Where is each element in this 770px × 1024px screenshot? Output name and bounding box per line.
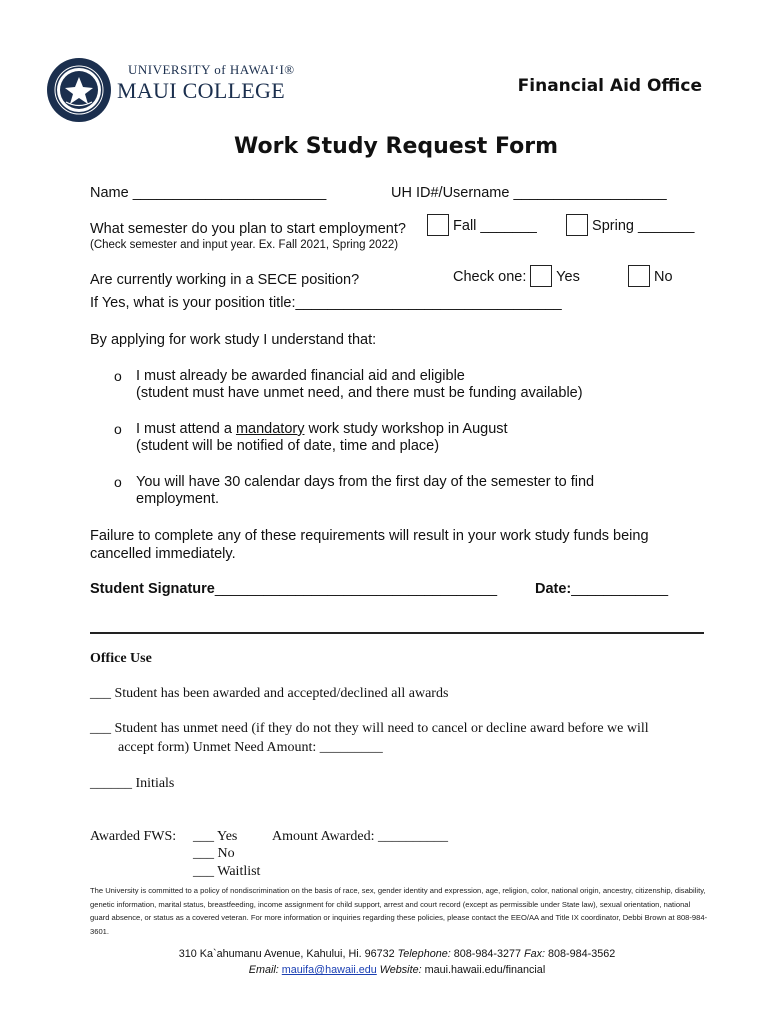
footer-line-1: [90, 946, 704, 962]
fall-checkbox[interactable]: [427, 214, 449, 236]
office-item-unmet-amount: accept form) Unmet Need Amount: _________: [118, 740, 383, 755]
office-item-unmet-need: ___ Student has unmet need (if they do not they will need to cancel or decline award before we will: [90, 721, 649, 736]
footer-website: maui.hawaii.edu/financial: [424, 964, 546, 976]
semester-hint: (Check semester and input year. Ex. Fall 2021, Spring 2022): [90, 239, 399, 251]
bullet-2-text-a: I must attend a: [136, 421, 236, 437]
spring-option: [566, 214, 694, 236]
office-item-awarded: ___ Student has been awarded and accepted/declined all awards: [90, 686, 449, 701]
office-name: Financial Aid Office: [517, 76, 702, 96]
footer-address: 310 Ka`ahumanu Avenue, Kahului, Hi. 96732: [178, 948, 395, 960]
footer-email-link[interactable]: mauifa@hawaii.edu: [281, 964, 377, 976]
bullet-2-text-b: work study workshop in August: [304, 421, 508, 437]
university-seal-icon: [46, 57, 112, 123]
footer-fax: 808-984-3562: [547, 948, 616, 960]
signature-row: [90, 581, 497, 597]
yes-label: Yes: [556, 269, 580, 285]
bullet-1-line-2: (student must have unmet need, and there must be funding available): [136, 385, 583, 401]
form-title: Work Study Request Form: [234, 134, 558, 159]
footer-fax-label: Fax:: [523, 948, 545, 960]
footer-telephone-label: Telephone:: [397, 948, 451, 960]
name-label: Name: [90, 185, 129, 201]
fall-label: Fall _______: [453, 218, 537, 234]
date-label: Date:: [535, 581, 572, 597]
check-one-label: Check one:: [453, 269, 527, 285]
sece-question: Are currently working in a SECE position?: [90, 272, 360, 288]
uhid-field[interactable]: ___________________: [513, 185, 667, 201]
nondiscrimination-notice: The University is committed to a policy of nondiscrimination on the basis of race, sex, gender identity and expression, age, religion, color, national origin, ancestry, citizenship, disability, genetic information, marital status, breastfeeding, income assignment for child support, arrest and court record (except as permissible under State law), sexual orientation, national guard absence, or status as a covered veteran. For more information or inquiries regarding these policies, please contact the EEO/AA and Title IX coordinator, Debbi Brown at 808-984-3601.: [90, 886, 708, 936]
bullet-2-line-1: [136, 421, 508, 437]
bullet-marker: o: [114, 474, 122, 490]
office-use-heading: Office Use: [90, 651, 152, 666]
no-label: No: [654, 269, 673, 285]
university-name: UNIVERSITY of HAWAI‘I®: [128, 62, 295, 77]
fall-option: [427, 214, 537, 236]
footer-website-label: Website:: [379, 964, 422, 976]
amount-awarded: Amount Awarded: __________: [272, 829, 449, 844]
signature-field[interactable]: ___________________________________: [214, 581, 498, 597]
no-option: [628, 265, 673, 287]
office-initials: ______ Initials: [90, 776, 175, 791]
yes-checkbox[interactable]: [530, 265, 552, 287]
bullet-1-line-1: I must already be awarded financial aid and eligible: [136, 368, 465, 384]
spring-checkbox[interactable]: [566, 214, 588, 236]
position-row: [90, 295, 562, 311]
uhid-row: [391, 185, 667, 201]
failure-line-2: cancelled immediately.: [90, 546, 236, 562]
no-checkbox[interactable]: [628, 265, 650, 287]
uhid-label: UH ID#/Username: [391, 185, 510, 201]
awarded-yes: ___ Yes: [193, 829, 238, 844]
position-field[interactable]: _________________________________: [295, 295, 562, 311]
date-row: [535, 581, 668, 597]
footer-telephone: 808-984-3277: [453, 948, 521, 960]
awarded-no: ___ No: [193, 846, 235, 861]
footer-email-label: Email:: [248, 964, 279, 976]
name-field[interactable]: ________________________: [132, 185, 327, 201]
bullet-2-line-2: (student will be notified of date, time and place): [136, 438, 440, 454]
college-name: MAUI COLLEGE: [117, 78, 285, 103]
name-row: [90, 185, 326, 201]
bullet-marker: o: [114, 368, 122, 384]
semester-question: What semester do you plan to start employment?: [90, 221, 406, 237]
bullet-2-underlined: mandatory: [235, 421, 305, 437]
section-divider: [90, 632, 704, 634]
spring-label: Spring _______: [592, 218, 695, 234]
bullet-marker: o: [114, 421, 122, 437]
bullet-3-line-2: employment.: [136, 491, 220, 507]
awarded-fws-label: Awarded FWS:: [90, 829, 177, 844]
failure-line-1: Failure to complete any of these requirements will result in your work study funds being: [90, 528, 649, 544]
intro-text: By applying for work study I understand that:: [90, 332, 377, 348]
check-one-row: [453, 265, 580, 287]
position-label: If Yes, what is your position title:: [90, 295, 296, 311]
awarded-waitlist: ___ Waitlist: [193, 864, 261, 879]
date-field[interactable]: ____________: [571, 581, 669, 597]
footer-line-2: [90, 962, 704, 978]
bullet-3-line-1: You will have 30 calendar days from the first day of the semester to find: [136, 474, 595, 490]
signature-label: Student Signature: [90, 581, 215, 597]
